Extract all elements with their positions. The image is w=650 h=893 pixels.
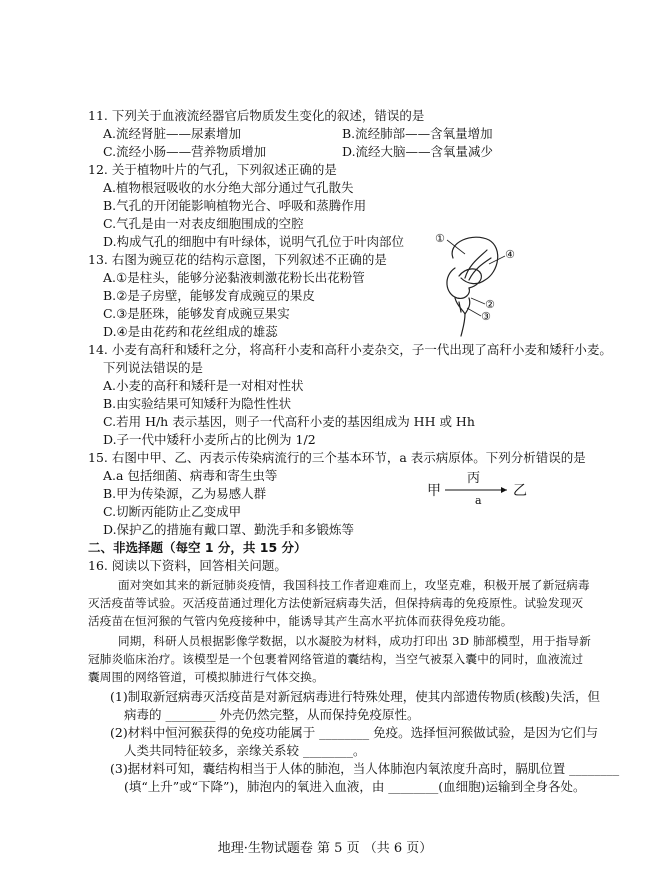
q16-passage-line-2: 灭活疫苗等试验。灭活疫苗通过理化方法使新冠病毒失活，但保持病毒的免疫原性。试验发现灭 xyxy=(88,596,584,610)
q13-option-a: A.①是柱头，能够分泌黏液刺激花粉长出花粉管 xyxy=(103,270,365,285)
diagram-yi: 乙 xyxy=(513,483,527,499)
q14-stem-cont: 下列说法错误的是 xyxy=(103,360,204,375)
q13-stem: 13. 右图为豌豆花的结构示意图，下列叙述不正确的是 xyxy=(88,252,387,267)
q16-sub3-cont: (填“上升”或“下降”)，肺泡内的氧进入血液，由 ________(血细胞)运输到全身各处。 xyxy=(124,779,586,794)
q16-passage-line-1: 面对突如其来的新冠肺炎疫情，我国科技工作者迎难而上，攻坚克难，积极开展了新冠病毒 xyxy=(118,578,590,592)
q14-option-c: C.若用 H/h 表示基因，则子一代高秆小麦的基因组成为 HH 或 Hh xyxy=(103,414,475,429)
q16-sub1: (1)制取新冠病毒灭活疫苗是对新冠病毒进行特殊处理，使其内部遗传物质(核酸)失活，但 xyxy=(110,689,600,704)
q13-option-b: B.②是子房壁，能够发育成豌豆的果皮 xyxy=(103,288,315,303)
page-footer: 地理·生物试题卷 第 5 页 （共 6 页） xyxy=(217,841,433,856)
flower-label-1: ① xyxy=(435,232,445,245)
q15-stem: 15. 右图中甲、乙、丙表示传染病流行的三个基本环节，a 表示病原体。下列分析错误的是 xyxy=(88,450,586,465)
diagram-arrow-head xyxy=(501,487,507,493)
q12-option-b: B.气孔的开闭能影响植物光合、呼吸和蒸腾作用 xyxy=(103,198,367,213)
q15-option-b: B.甲为传染源，乙为易感人群 xyxy=(103,486,267,501)
q16-passage-line-6: 囊周围的网络管道，可模拟肺进行气体交换。 xyxy=(88,670,324,684)
q14-stem: 14. 小麦有高秆和矮秆之分，将高秆小麦和高秆小麦杂交，子一代出现了高秆小麦和矮秆小麦。 xyxy=(88,342,612,357)
q16-passage-line-5: 冠肺炎临床治疗。该模型是一个包裹着网络管道的囊结构，当空气被泵入囊中的同时，血液流过 xyxy=(88,652,584,666)
q14-option-a: A.小麦的高秆和矮秆是一对相对性状 xyxy=(103,378,304,393)
q16-sub1-cont: 病毒的 ________ 外壳仍然完整，从而保持免疫原性。 xyxy=(124,707,420,722)
q16-stem: 16. 阅读以下资料，回答相关问题。 xyxy=(88,558,287,573)
diagram-jia: 甲 xyxy=(427,483,441,499)
q12-option-c: C.气孔是由一对表皮细胞围成的空腔 xyxy=(103,216,304,231)
q14-option-b: B.由实验结果可知矮秆为隐性性状 xyxy=(103,396,292,411)
pea-flower-figure xyxy=(425,228,525,338)
q12-stem: 12. 关于植物叶片的气孔，下列叙述正确的是 xyxy=(88,162,337,177)
q14-option-d: D.子一代中矮秆小麦所占的比例为 1/2 xyxy=(103,432,316,447)
q11-option-d: D.流经大脑——含氧量减少 xyxy=(342,144,494,159)
q13-option-d: D.④是由花药和花丝组成的雄蕊 xyxy=(103,324,278,339)
q11-option-b: B.流经肺部——含氧量增加 xyxy=(342,126,493,141)
q12-option-d: D.构成气孔的细胞中有叶绿体，说明气孔位于叶肉部位 xyxy=(103,234,405,249)
q15-option-c: C.切断丙能防止乙变成甲 xyxy=(103,504,242,519)
transmission-diagram xyxy=(425,468,535,508)
flower-label-4: ④ xyxy=(505,248,515,261)
section2-title: 二、非选择题（每空 1 分，共 15 分） xyxy=(88,540,307,555)
q16-sub2: (2)材料中恒河猴获得的免疫功能属于 ________ 免疫。选择恒河猴做试验，是因为它们与 xyxy=(110,725,599,740)
q15-option-a: A.a 包括细菌、病毒和寄生虫等 xyxy=(103,468,278,483)
q16-sub3: (3)据材料可知，囊结构相当于人体的肺泡，当人体肺泡内氧浓度升高时，膈肌位置 ________ xyxy=(110,761,620,776)
q16-passage-line-4: 同期，科研人员根据影像学数据，以水凝胶为材料，成功打印出 3D 肺部模型，用于指导新 xyxy=(118,634,592,648)
flower-label-3: ③ xyxy=(481,310,491,323)
q16-passage-line-3: 活疫苗在恒河猴的气管内免疫接种中，能诱导其产生高水平抗体而获得免疫功能。 xyxy=(88,614,513,628)
diagram-bing: 丙 xyxy=(467,471,481,486)
q11-option-c: C.流经小肠——营养物质增加 xyxy=(103,144,267,159)
diagram-a: a xyxy=(475,494,482,507)
flower-label-2: ② xyxy=(485,298,495,311)
q15-option-d: D.保护乙的措施有戴口罩、勤洗手和多锻炼等 xyxy=(103,522,355,537)
q11-stem: 11. 下列关于血液流经器官后物质发生变化的叙述，错误的是 xyxy=(88,108,425,123)
q13-option-c: C.③是胚珠，能够发育成豌豆果实 xyxy=(103,306,290,321)
q16-sub2-cont: 人类共同特征较多，亲缘关系较 ________。 xyxy=(124,743,366,758)
q12-option-a: A.植物根冠吸收的水分绝大部分通过气孔散失 xyxy=(103,180,354,195)
q11-option-a: A.流经肾脏——尿素增加 xyxy=(103,126,242,141)
